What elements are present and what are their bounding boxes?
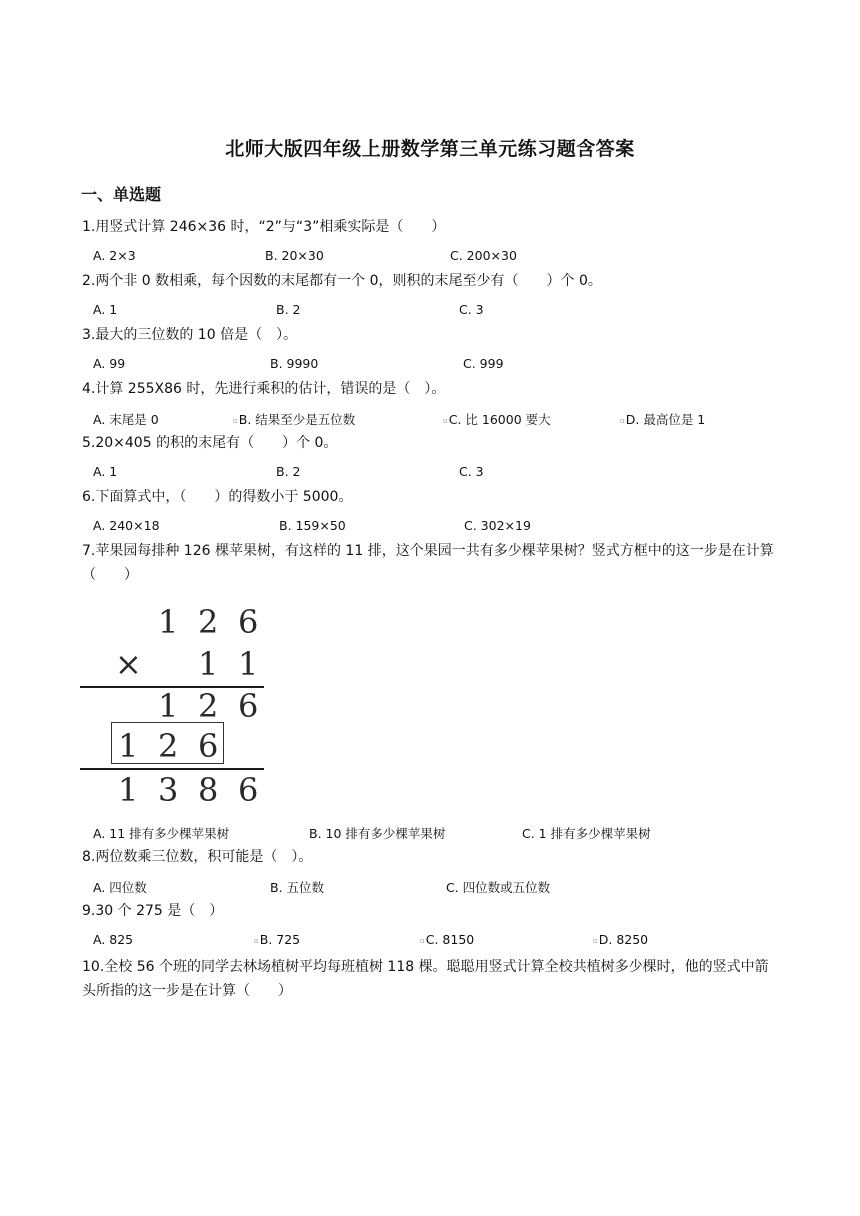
- q2-option-b: B. 2: [276, 302, 301, 317]
- q1-option-a: A. 2×3: [93, 248, 136, 263]
- document-title: 北师大版四年级上册数学第三单元练习题含答案: [225, 138, 635, 160]
- question-2: 2.两个非 0 数相乘，每个因数的末尾都有一个 0，则积的末尾至少有（ ）个 0。: [82, 273, 602, 289]
- q4-option-b: ▫B. 结果至少是五位数: [233, 412, 356, 427]
- calc-digit: 8: [198, 771, 219, 809]
- q1-option-b: B. 20×30: [265, 248, 324, 263]
- q4-option-c: ▫C. 比 16000 要大: [443, 412, 551, 427]
- q9-option-b: ▫B. 725: [254, 932, 301, 947]
- q6-option-a: A. 240×18: [93, 518, 160, 533]
- q7-option-b: B. 10 排有多少棵苹果树: [309, 826, 446, 841]
- question-9: 9.30 个 275 是（ ）: [82, 903, 224, 919]
- q6-option-b: B. 159×50: [279, 518, 346, 533]
- question-3: 3.最大的三位数的 10 倍是（ ）。: [82, 327, 298, 343]
- q8-option-a: A. 四位数: [93, 880, 147, 895]
- question-8: 8.两位数乘三位数，积可能是（ ）。: [82, 849, 313, 865]
- q3-option-b: B. 9990: [270, 356, 319, 371]
- q2-option-a: A. 1: [93, 302, 118, 317]
- calc-digit: 6: [238, 687, 259, 725]
- section-heading: 一、单选题: [81, 185, 162, 204]
- q7-option-c: C. 1 排有多少棵苹果树: [522, 826, 651, 841]
- question-10: 10.全校 56 个班的同学去林场植树平均每班植树 118 棵。聪聪用竖式计算全校共植树多少棵时，他的竖式中箭头所指的这一步是在计算（ ）: [82, 959, 769, 999]
- question-7: 7.苹果园每排种 126 棵苹果树，有这样的 11 排，这个果园一共有多少棵苹果树？竖式方框中的这一步是在计算（ ）: [82, 543, 774, 583]
- q1-option-c: C. 200×30: [450, 248, 517, 263]
- q3-option-a: A. 99: [93, 356, 126, 371]
- calc-digit: 1: [118, 771, 139, 809]
- calc-digit: 1: [238, 645, 259, 683]
- q9-option-c: ▫C. 8150: [420, 932, 475, 947]
- calc-digit: 2: [158, 727, 179, 765]
- calc-digit: 6: [198, 727, 219, 765]
- q5-option-c: C. 3: [459, 464, 484, 479]
- vertical-multiplication: [80, 598, 270, 810]
- q9-option-d: ▫D. 8250: [593, 932, 649, 947]
- question-5: 5.20×405 的积的末尾有（ ）个 0。: [82, 435, 338, 451]
- q7-option-a: A. 11 排有多少棵苹果树: [93, 826, 230, 841]
- q6-option-c: C. 302×19: [464, 518, 531, 533]
- q3-option-c: C. 999: [463, 356, 504, 371]
- calc-digit: 2: [198, 687, 219, 725]
- q5-option-b: B. 2: [276, 464, 301, 479]
- calc-digit: 2: [198, 603, 219, 641]
- q4-option-d: ▫D. 最高位是 1: [620, 412, 706, 427]
- calc-digit: 6: [238, 771, 259, 809]
- multiply-sign: ×: [115, 645, 142, 683]
- calc-digit: 1: [158, 603, 179, 641]
- q8-option-b: B. 五位数: [270, 880, 325, 895]
- question-4: 4.计算 255X86 时，先进行乘积的估计，错误的是（ ）。: [82, 381, 446, 397]
- q5-option-a: A. 1: [93, 464, 118, 479]
- calc-digit: 1: [198, 645, 219, 683]
- calc-digit: 1: [158, 687, 179, 725]
- calc-digit: 6: [238, 603, 259, 641]
- question-1: 1.用竖式计算 246×36 时，“2”与“3”相乘实际是（ ）: [82, 219, 446, 235]
- question-6: 6.下面算式中，（ ）的得数小于 5000。: [82, 489, 353, 505]
- calc-digit: 1: [118, 727, 139, 765]
- calc-digit: 3: [158, 771, 179, 809]
- q4-option-a: A. 末尾是 0: [93, 412, 159, 427]
- q9-option-a: A. 825: [93, 932, 134, 947]
- q2-option-c: C. 3: [459, 302, 484, 317]
- q8-option-c: C. 四位数或五位数: [446, 880, 551, 895]
